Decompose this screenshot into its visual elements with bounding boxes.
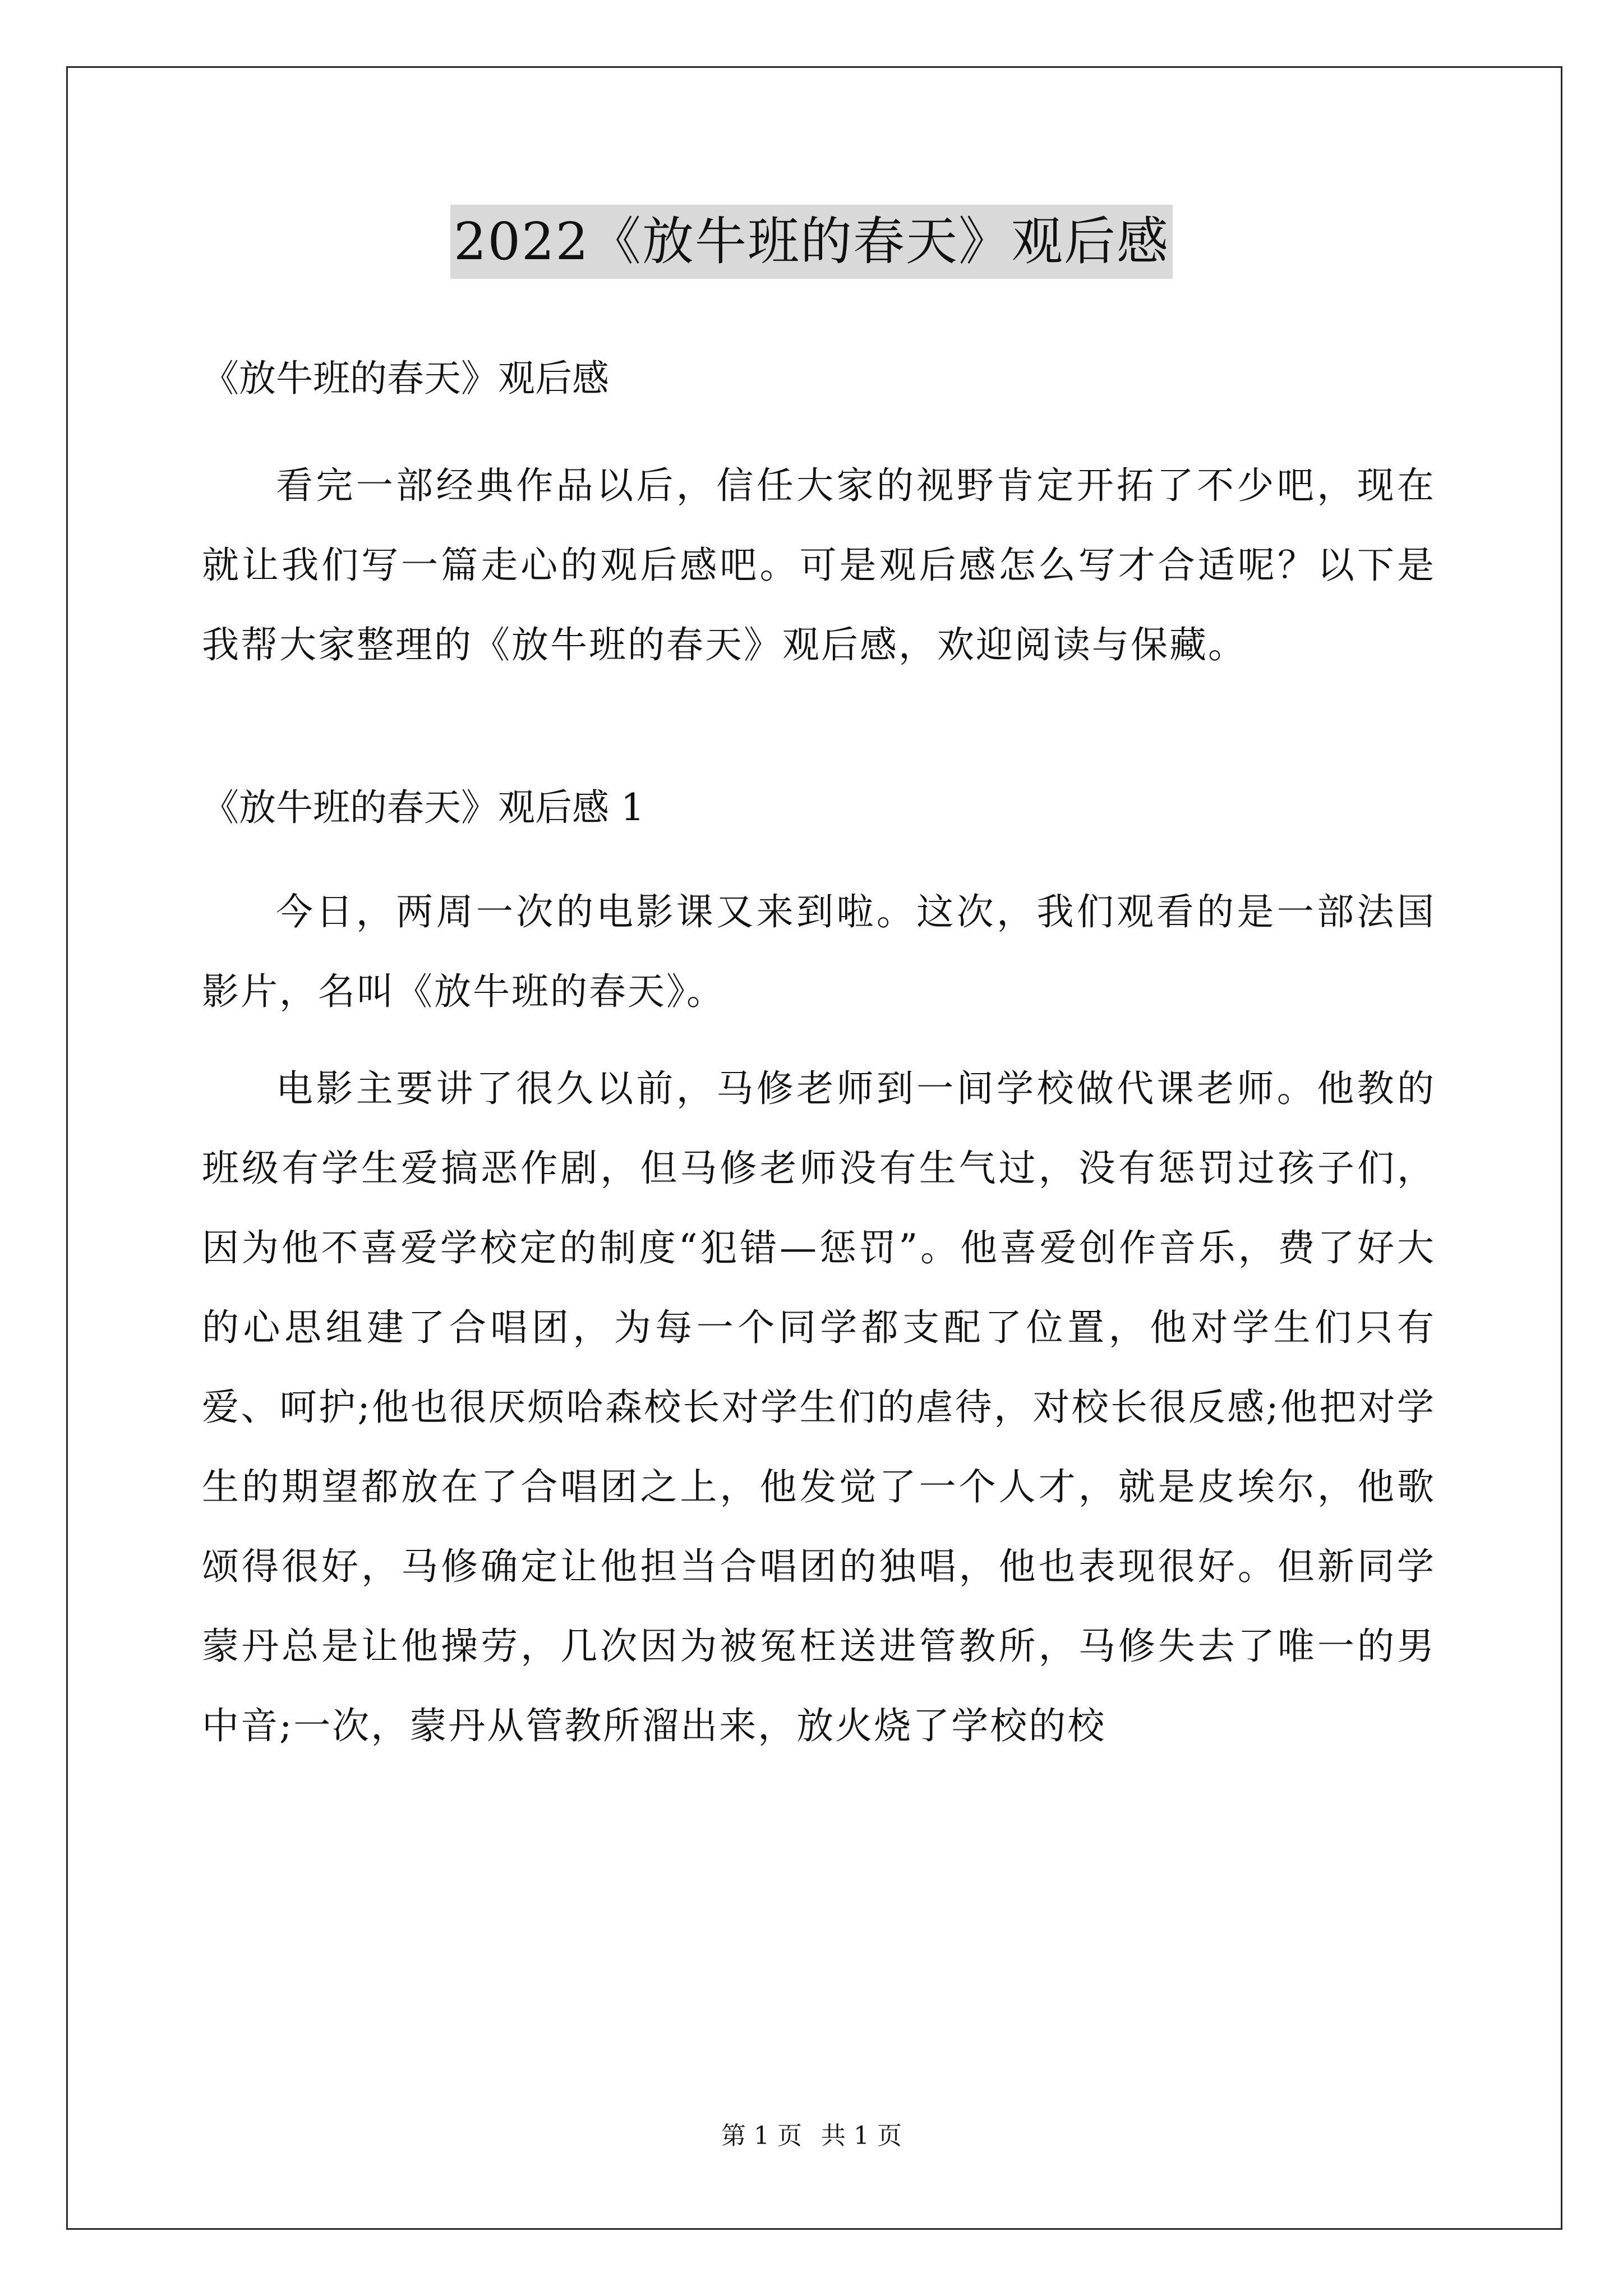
page-number: 第 1 页 [721, 2122, 802, 2150]
intro-paragraph: 看完一部经典作品以后，信任大家的视野肯定开拓了不少吧，现在就让我们写一篇走心的观后感吧。可是观后感怎么写才合适呢？以下是我帮大家整理的《放牛班的春天》观后感，欢迎阅读与保藏。 [202, 464, 1436, 666]
section-heading-1: 《放牛班的春天》观后感 1 [202, 786, 644, 829]
section-heading: 《放牛班的春天》观后感 [202, 357, 609, 400]
document-title: 2022《放牛班的春天》观后感 [450, 205, 1173, 279]
body-paragraph-2: 电影主要讲了很久以前，马修老师到一间学校做代课老师。他教的班级有学生爱搞恶作剧，但马修老师没有生气过，没有惩罚过孩子们，因为他不喜爱学校定的制度“犯错—惩罚”。他喜爱创作音乐，费了好大的心思组建了合唱团，为每一个同学都支配了位置，他对学生们只有爱、呵护;他也很厌烦哈森校长对学生们的虐待，对校长很反感;他把对学生的期望都放在了合唱团之上，他发觉了一个人才，就是皮埃尔，他歌颂得很好，马修确定让他担当合唱团的独唱，他也表现很好。但新同学蒙丹总是让他操劳，几次因为被冤枉送进管教所，马修失去了唯一的男中音;一次，蒙丹从管教所溜出来，放火烧了学校的校 [202, 1067, 1436, 1747]
page-footer [0, 2119, 1623, 2153]
page-total: 共 1 页 [821, 2122, 902, 2150]
title-container [0, 205, 1623, 279]
body-paragraph-1: 今日，两周一次的电影课又来到啦。这次，我们观看的是一部法国影片，名叫《放牛班的春天》。 [202, 890, 1436, 1013]
